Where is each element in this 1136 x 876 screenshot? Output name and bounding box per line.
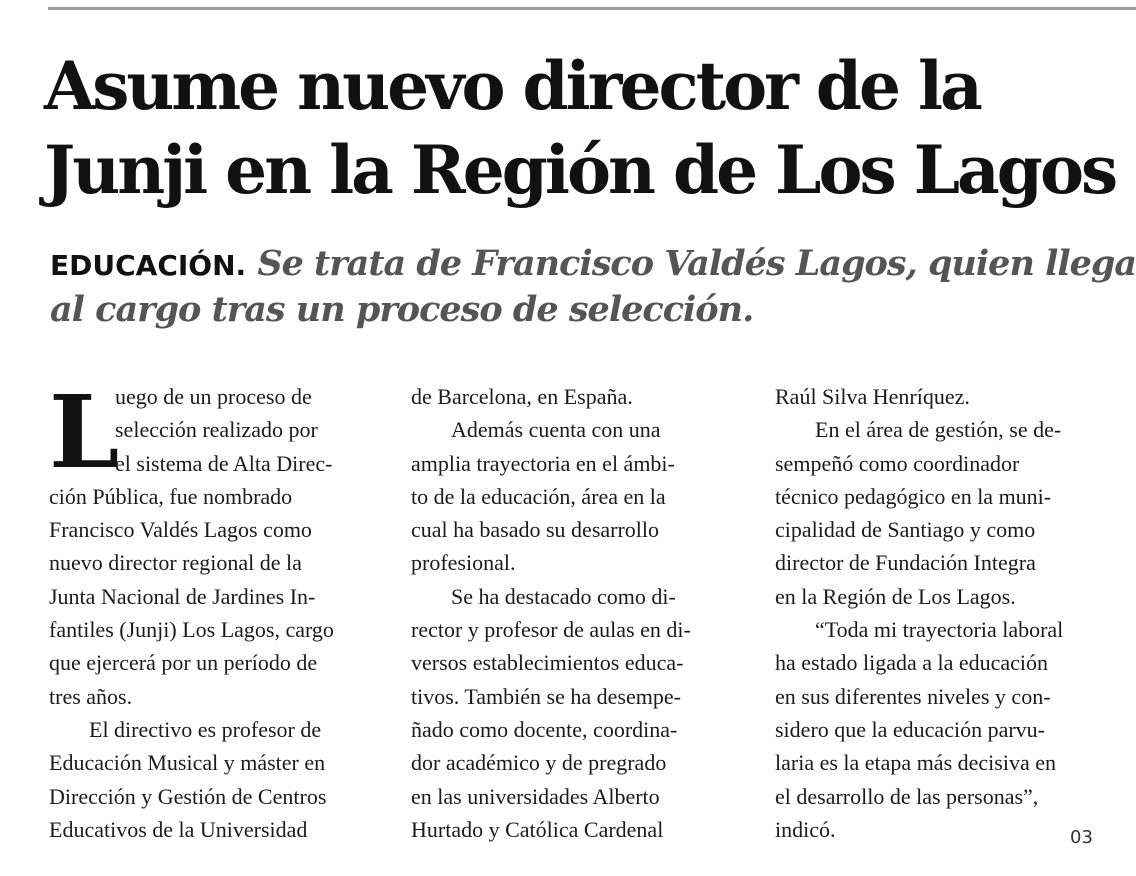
col3-line: En el área de gestión, se de- <box>815 417 1062 443</box>
col3-line: cipalidad de Santiago y como <box>775 517 1036 543</box>
col2-line: Hurtado y Católica Cardenal <box>411 816 664 842</box>
col1-line: Francisco Valdés Lagos como <box>49 517 312 543</box>
col1-line: ción Pública, fue nombrado <box>49 483 293 509</box>
drop-cap: L <box>49 373 120 491</box>
col1-line: El directivo es profesor de <box>89 716 322 742</box>
deck-text-1: Se trata de Francisco Valdés Lagos, quien llega <box>257 243 1136 284</box>
end-mark: 03 <box>1070 827 1093 848</box>
col2-line: en las universidades Alberto <box>411 783 660 809</box>
col1-line: Junta Nacional de Jardines In- <box>49 583 316 609</box>
col1-line: tres años. <box>49 683 133 709</box>
col2-line: cual ha basado su desarrollo <box>411 517 660 543</box>
column-2 <box>411 380 741 846</box>
col1-line: nuevo director regional de la <box>49 550 302 576</box>
col3-line: sempeñó como coordinador <box>775 450 1020 476</box>
col2-line: ñado como docente, coordina- <box>411 716 678 742</box>
col1-line: uego de un proceso de <box>115 384 312 409</box>
col1-line: Educación Musical y máster en <box>49 750 326 776</box>
col2-line: Se ha destacado como di- <box>451 583 676 609</box>
column-1 <box>49 373 379 846</box>
deck-line-1 <box>50 242 1136 288</box>
headline <box>44 44 1124 212</box>
col2-line: to de la educación, área en la <box>411 483 666 509</box>
col1-line: Educativos de la Universidad <box>49 816 308 842</box>
col2-line: versos establecimientos educa- <box>411 650 684 676</box>
col2-line: de Barcelona, en España. <box>411 384 633 409</box>
col1-line: que ejercerá por un período de <box>49 650 318 676</box>
col3-line: técnico pedagógico en la muni- <box>775 483 1052 509</box>
col1-line: fantiles (Junji) Los Lagos, cargo <box>49 617 334 643</box>
col1-line: selección realizado por <box>115 417 318 443</box>
col3-line: ha estado ligada a la educación <box>775 650 1049 676</box>
deck-line-2: al cargo tras un proceso de selección. <box>50 289 754 330</box>
column-3 <box>775 380 1105 846</box>
col3-line: “Toda mi trayectoria laboral <box>815 617 1064 643</box>
col3-line: indicó. <box>775 816 836 842</box>
col1-line: Dirección y Gestión de Centros <box>49 783 327 809</box>
headline-line-2: Junji en la Región de Los Lagos <box>44 131 1116 209</box>
deck <box>50 242 1136 332</box>
col2-line: tivos. También se ha desempe- <box>411 683 681 709</box>
col3-line: en sus diferentes niveles y con- <box>775 683 1051 709</box>
headline-line-1: Asume nuevo director de la <box>44 47 980 125</box>
col2-line: amplia trayectoria en el ámbi- <box>411 450 675 476</box>
col3-line: en la Región de Los Lagos. <box>775 583 1016 609</box>
col2-line: dor académico y de pregrado <box>411 750 667 776</box>
col3-line: laria es la etapa más decisiva en <box>775 750 1056 776</box>
col3-line: Raúl Silva Henríquez. <box>775 384 970 409</box>
top-rule <box>48 7 1136 10</box>
col3-line: el desarrollo de las personas”, <box>775 783 1039 809</box>
col1-line: el sistema de Alta Direc- <box>115 450 333 476</box>
col2-line: profesional. <box>411 550 516 576</box>
section-kicker: EDUCACIÓN. <box>50 249 247 282</box>
col2-line: rector y profesor de aulas en di- <box>411 617 691 643</box>
col2-line: Además cuenta con una <box>451 417 661 443</box>
col3-line: director de Fundación Integra <box>775 550 1036 576</box>
col3-line: sidero que la educación parvu- <box>775 716 1045 742</box>
